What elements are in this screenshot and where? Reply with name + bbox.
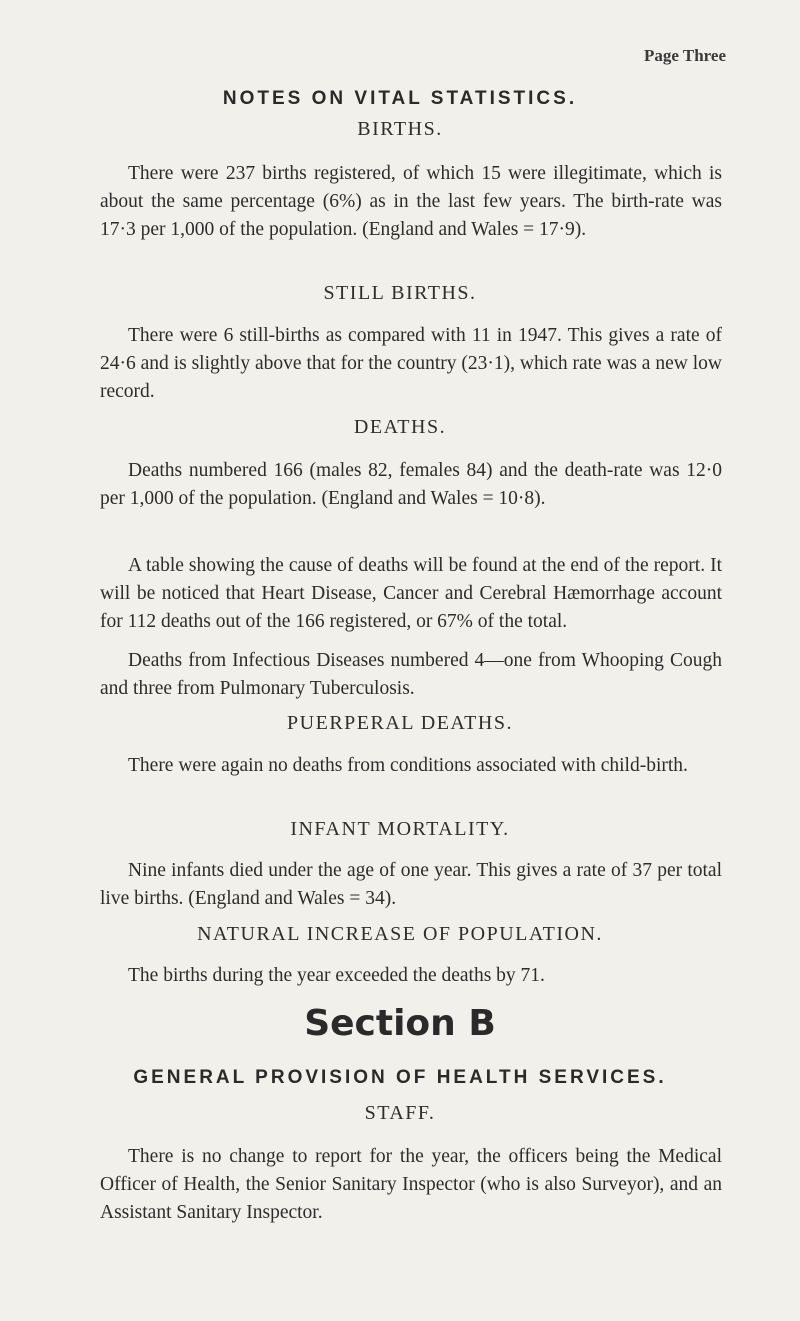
still-births-paragraph: There were 6 still-births as compared with 11 in 1947. This gives a rate of 24·6 and is slightly above that for the country (23·1), which rate was a new low record. (100, 325, 722, 402)
infant-mortality-heading: INFANT MORTALITY. (290, 818, 510, 840)
section-b-title: Section B (304, 1003, 496, 1044)
puerperal-heading: PUERPERAL DEATHS. (287, 712, 513, 734)
births-paragraph: There were 237 births registered, of which 15 were illegitimate, which is about the same percentage (6%) as in the last few years. The birth-rate was 17·3 per 1,000 of the population. (England and Wales = 17·9). (100, 163, 722, 240)
natural-increase-paragraph: The births during the year exceeded the deaths by 71. (128, 965, 545, 986)
staff-heading: STAFF. (364, 1102, 436, 1124)
deaths-paragraph-3: Deaths from Infectious Diseases numbered 4—one from Whooping Cough and three from Pulmonary Tuberculosis. (100, 650, 722, 699)
still-births-heading: STILL BIRTHS. (323, 282, 477, 304)
deaths-paragraph-2: A table showing the cause of deaths will be found at the end of the report. It will be noticed that Heart Disease, Cancer and Cerebral Hæmorrhage account for 112 deaths out of the 166 registered, or 67% of the total. (100, 555, 722, 632)
notes-title: NOTES ON VITAL STATISTICS. (222, 88, 578, 109)
deaths-paragraph-1: Deaths numbered 166 (males 82, females 84) and the death-rate was 12·0 per 1,000 of the population. (England and Wales = 10·8). (100, 460, 722, 509)
section-b-subtitle: GENERAL PROVISION OF HEALTH SERVICES. (133, 1067, 667, 1088)
deaths-heading: DEATHS. (353, 416, 447, 438)
infant-mortality-paragraph: Nine infants died under the age of one year. This gives a rate of 37 per total live births. (England and Wales = 34). (100, 860, 722, 909)
natural-increase-heading: NATURAL INCREASE OF POPULATION. (197, 923, 603, 945)
page-number: Page Three (644, 46, 726, 65)
staff-paragraph: There is no change to report for the year, the officers being the Medical Officer of Health, the Senior Sanitary Inspector (who is also Surveyor), and an Assistant Sanitary Inspector. (100, 1146, 722, 1223)
puerperal-paragraph: There were again no deaths from conditions associated with child-birth. (128, 755, 688, 776)
births-heading: BIRTHS. (357, 118, 443, 140)
